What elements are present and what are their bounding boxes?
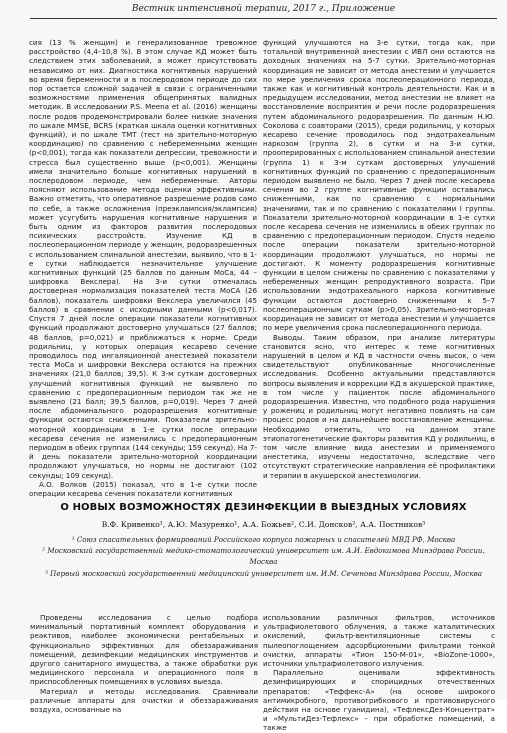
- paragraph: сия (13 % женщин) и генерализованное тревожное расстройство (4,4–10,8 %). В этом случае КД может быть следствием этих заболеваний, а может присутствовать независимо от них. Диагностика когнитивных нарушений во время беременности и в послеродовом периоде до сих пор остается сложной задачей в связи с ограниченными возможностями применения общепринятых валидных методик. В исследовании P.S. Meena et al. (2016) женщины после родов продемонстрировали более низкие значения по шкале MMSE, BCRS (краткая шкала оценки когнитивных функций), и по шкале TMT (тест на зрительно-моторную координацию) по сравнению с небеременными женщин (p<0,001), тогда как показатели депрессии, тревожности и стресса был существенно выше (p<0,001). Женщины имели значительно больше когнитивных нарушений в послеродовом периоде, чем небеременные. Авторы поясняют использование метода оценки эффективными. Важно отметить, что оперативное разрешение родов само по себе, а также осложнения (преэклампсия/эклампсия) может усугубить нарушения когнитивные нарушения и быть одним из факторов развития послеродовых психических расстройств. Изучение КД в послеоперационном периоде у женщин, родоразрешенных с использованием спинальной анестезии, выявило, что в 1-е сутки наблюдается незначительное улучшение когнитивных функций (25 баллов по данным MoCa, 44 – шифровка Векслера). На 3-и сутки отмечалась достоверная нормализация показателей теста MoCA (26 баллов), показатель шифровки Векслера увеличился (45 баллов) в сравнении с исходными данными (p<0,017). Спустя 7 дней после операции показатели когнитивных функций продолжают достоверно улучшаться (27 баллов; 48 баллов, p=0,021) и приближаться к норме. Среди родильниц, у которых операция кесарево сечение проводилось под ингаляционной анестезией показатели теста MoCa и шифровки Векслера остаются на прежних значениях (21,0 баллов; 39,5). К 3-м суткам достоверных улучшений когнитивных функций не выявлено по сравнению с предоперационным периодом так же не выявлено (21 балл; 39,5 баллов, p=0,019). Через 7 дней после абдоминального родоразрешения когнитивные функции остаются сниженными. Показатели зрительно-моторной координации в 1-е сутки после операции кесарева сечения не изменились с предоперационным периодом в обеих группах (144 секунды; 159 секунд). На 7-й день показатели зрительно-моторной координации продолжают улучшаться, но нормы не достигают (102 секунды; 109 секунд).: [29, 38, 257, 480]
- affiliation-3: ³ Первый московский государственный медицинский университет им. И.М. Сеченова Минздрава России, Москва: [45, 569, 482, 578]
- affiliation-1: ¹ Союз спасательных формирований Российского корпуса пожарных и спасателей МВД РФ, Москва: [71, 535, 456, 544]
- methods-paragraph: Материал и методы исследования. Сравнивали различные аппараты для очистки и обеззараживания воздуха, основанные на: [30, 686, 258, 715]
- paragraph: А.О. Волков (2015) показал, что в 1-е сутки после операции кесарева сечения показатели когнитивных: [29, 479, 257, 498]
- article-authors: В.Ф. Кривенко¹, А.Ю. Мазуренко¹, А.А. Божьев², С.И. Донсков², А.А. Постников³: [101, 520, 426, 529]
- affiliation-2-city: Москва: [249, 557, 278, 566]
- right-column-top: [263, 38, 495, 493]
- running-header: Вестник интенсивной терапии, 2017 г., Приложение: [30, 3, 497, 19]
- paragraph: Параллельно оценивали эффективность дезинфицирующих и спорицидных отечественных препаратов: «Теффекс-А» (на основе широкого антимикробного, противогрибкового и противовирусного действия на основе гуанидина), «ТефлексДез-Концентрат» и «МультиДез-Тефлекс» – при обработке помещений, а также: [263, 668, 495, 733]
- paragraph: использовании различных фильтров, источников ультрафиолетового облучения, а также каталитических окислений, фильтр-вентиляционные системы с пылеопоглощением адсорбционными фильтрами тонкой очистки, аппараты «Тион 150-М-01», «BioZone-1000», источники ультрафиолетового излучения.: [263, 613, 495, 669]
- right-column-bottom: [263, 613, 495, 733]
- article-title: О НОВЫХ ВОЗМОЖНОСТЯХ ДЕЗИНФЕКЦИИ В ВЫЕЗДНЫХ УСЛОВИЯХ: [60, 502, 467, 513]
- conclusions-paragraph: Выводы. Таким образом, при анализе литературы становится ясно, что интерес к теме когнитивных нарушений в целом и КД в частности очень высок, о чем свидетельствуют опубликованные многочисленные исследования. Особенно актуальными представляются вопросы выявления и коррекции КД в акушерской практике, в том числе у пациенток после абдоминального родоразрешения. Известно, что подобного рода нарушения у рожениц и родильниц могут негативно повлиять на сам процесс родов и на дальнейшее восстановление женщины. Необходимо отметить, что на данном этапе этиопатогенетические факторы развития КД у родильниц, в том числе влияние вида анестезии и применяемого анестетика, изучены недостаточно, вследствие чего отсутствуют стратегические направления её профилактики и терапии в акушерской анестезиологии.: [263, 332, 495, 480]
- paragraph: Проведены исследования с целью подбора минимальный портативный комплект оборудования и реактивов, наиболее экономически рентабельных и функционально эффективных для обеззараживания помещений, дезинфекции медицинских инструментов и другого санитарного имущества, а также обработки рук медицинского персонала и операционного поля в приспособленных помещениях в условиях выезда.: [30, 613, 258, 687]
- left-column-bottom: [30, 613, 258, 715]
- left-column-top: [29, 38, 257, 498]
- paragraph: функций улучшаются на 3-е сутки, тогда как, при тотальной внутривенной анестезии с ИВЛ они остаются на доходных значениях на 5-7 сутки. Зрительно-моторная координация не зависит от метода анестезии и улучшается по мере увеличения срока послеоперационного периода, также как и когнитивный контроль деятельности. Как и в предыдущем исследовании, метод анестезии не влияет на восстановление восприятия и речи после родоразрешения путем абдоминального родоразрешения. По данным Н.Ю. Соколова с соавторами (2015), среди родильниц, у которых кесарево сечение проводилось под эндотрахеальным наркозом (группа 2), в сутки и на 3-и сутки, прооперированных с использованием спинальной анестезии (группа 1) к 3-м суткам достоверных улучшений когнитивных функций по сравнению с предоперационным периодом выявлено не было. Через 7 дней после кесарева сечения во 2 группе когнитивные функции оставались сниженными, как по сравнению с нормальными значениями, так и по сравнению с показателями I группы. Показатели зрительно-моторной координации в 1-е сутки после кесарева сечения не изменились в обеих группах по сравнению с предоперационным периодом. Спустя неделю после операции показатели зрительно-моторной координации продолжают улучшаться, но нормы не достигают. К моменту родоразрешения когнитивные функции в целом снижены по сравнению с показателями у небеременных женщин репродуктивного возраста. При использовании эндотрахеального наркоза когнитивные функции остаются достоверно сниженными к 5–7 послеоперационным суткам (p>0,05). Зрительно-моторная координация не зависит от метода анестезии и улучшается по мере увеличения срока послеоперационного периода.: [263, 38, 495, 333]
- affiliation-2: ² Московский государственный медико-стоматологический университет им. А.И. Евдокимова Минздрава России,: [42, 546, 485, 555]
